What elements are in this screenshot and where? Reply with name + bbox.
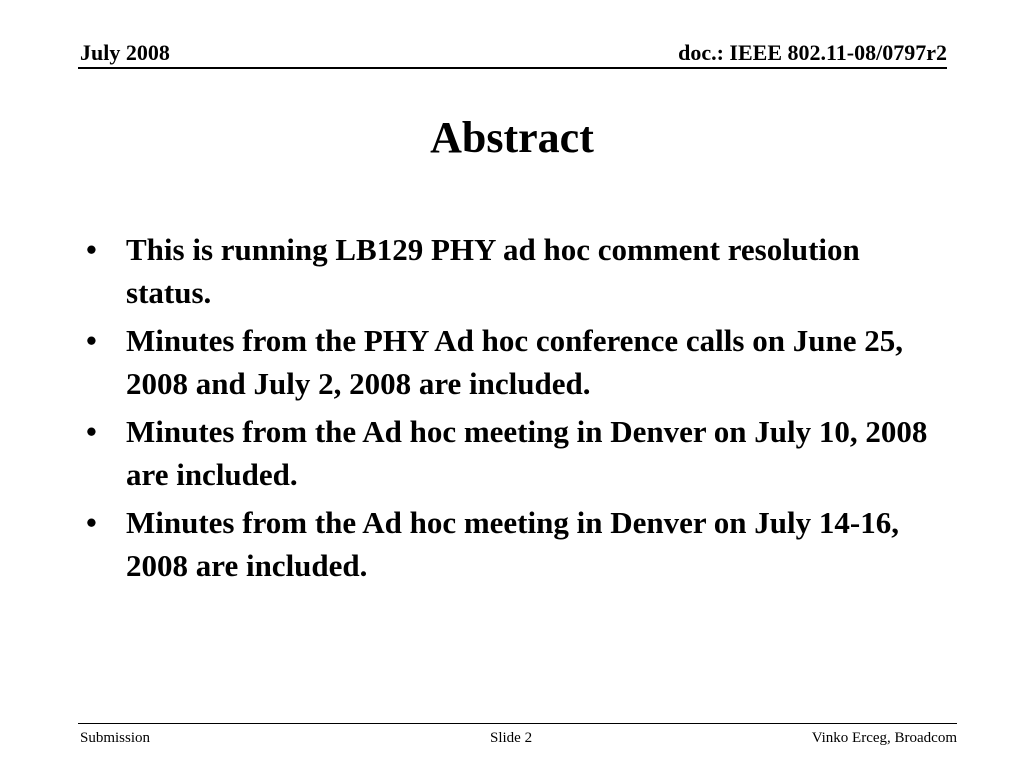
bullet-item (80, 501, 950, 587)
footer-author: Vinko Erceg, Broadcom (811, 730, 957, 746)
bullet-icon: • (86, 414, 97, 449)
bullet-item (80, 410, 950, 496)
bullet-icon: • (86, 323, 97, 358)
header-doc-id: doc.: IEEE 802.11-08/0797r2 (678, 40, 947, 65)
bullet-text: Minutes from the Ad hoc meeting in Denver on July 14-16, 2008 are included. (126, 505, 899, 583)
bullet-text: This is running LB129 PHY ad hoc comment resolution status. (126, 232, 860, 310)
bullet-icon: • (86, 505, 97, 540)
bullet-text: Minutes from the Ad hoc meeting in Denver on July 10, 2008 are included. (126, 414, 928, 492)
bullet-item (80, 228, 950, 314)
bullet-list (80, 228, 950, 592)
bullet-text: Minutes from the PHY Ad hoc conference calls on June 25, 2008 and July 2, 2008 are included. (126, 323, 903, 401)
bullet-icon: • (86, 232, 97, 267)
slide-title: Abstract (430, 113, 594, 162)
footer-submission: Submission (80, 730, 151, 746)
footer-divider (78, 723, 957, 724)
header-divider (78, 67, 947, 69)
footer-slide-number: Slide 2 (490, 730, 533, 746)
header-date: July 2008 (80, 40, 170, 65)
bullet-item (80, 319, 950, 405)
